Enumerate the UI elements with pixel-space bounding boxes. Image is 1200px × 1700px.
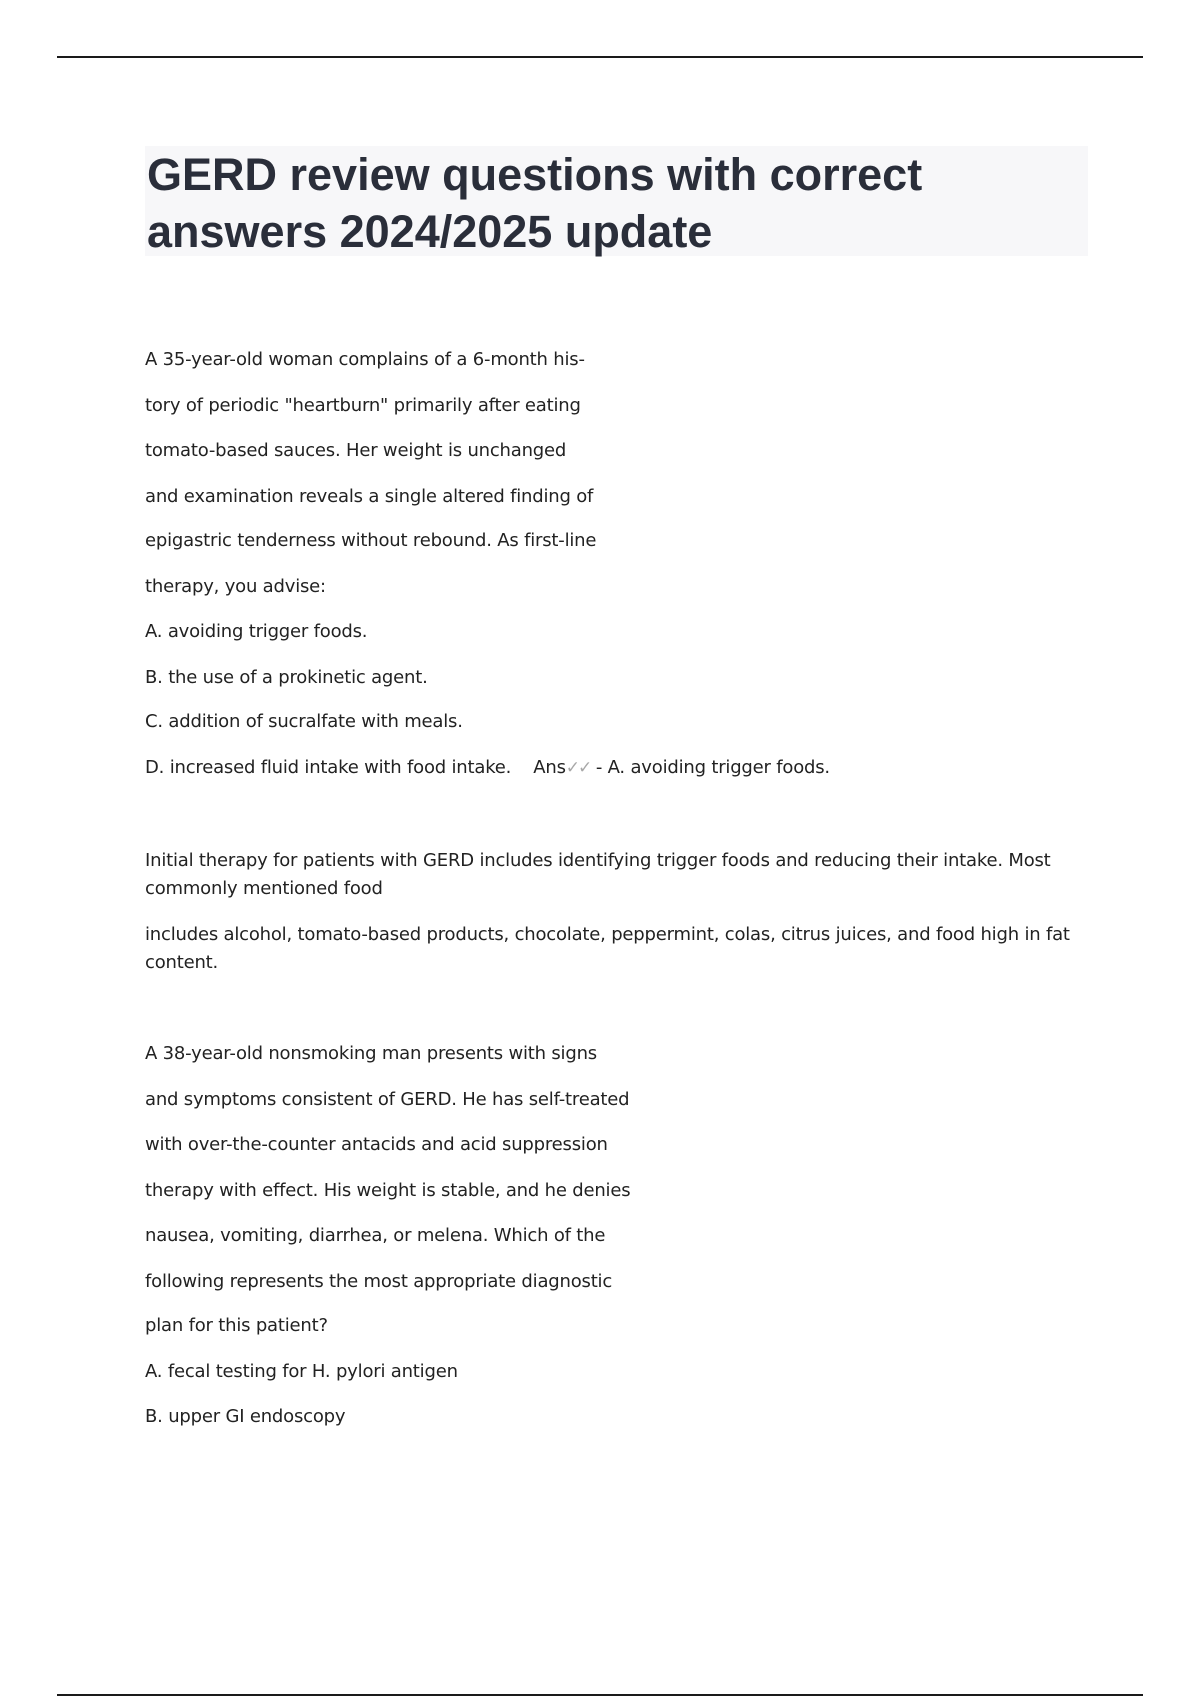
bottom-rule	[57, 1694, 1143, 1696]
q1-explanation-2: includes alcohol, tomato-based products, chocolate, peppermint, colas, citrus juices, and food high in fat content.	[145, 924, 1070, 973]
answer-prefix: Ans	[533, 757, 566, 778]
q1-option-a: A. avoiding trigger foods.	[145, 621, 368, 642]
q1-stem-line: therapy, you advise:	[145, 576, 326, 597]
q1-stem-line: and examination reveals a single altered finding of	[145, 486, 594, 507]
q1-option-b: B. the use of a prokinetic agent.	[145, 667, 428, 688]
title-banner	[145, 146, 1088, 256]
q2-stem-line: plan for this patient?	[145, 1315, 328, 1336]
q1-stem-line: A 35-year-old woman complains of a 6-month his-	[145, 349, 585, 370]
check-icon: ✓✓	[565, 758, 591, 778]
q1-answer-line	[145, 757, 830, 778]
q2-stem-line: nausea, vomiting, diarrhea, or melena. Which of the	[145, 1225, 606, 1246]
q1-stem-line: tomato-based sauces. Her weight is unchanged	[145, 440, 567, 461]
top-rule	[57, 56, 1143, 58]
q1-option-d: D. increased fluid intake with food intake.	[145, 757, 512, 778]
q2-stem-line: and symptoms consistent of GERD. He has self-treated	[145, 1089, 630, 1110]
q2-stem-line: following represents the most appropriate diagnostic	[145, 1271, 613, 1292]
q2-option-b: B. upper GI endoscopy	[145, 1406, 346, 1427]
answer-text: - A. avoiding trigger foods.	[595, 757, 830, 778]
q2-stem-line: A 38-year-old nonsmoking man presents with signs	[145, 1043, 597, 1064]
document-title: GERD review questions with correct answers 2024/2025 update	[147, 149, 923, 257]
q2-stem-line: therapy with effect. His weight is stable, and he denies	[145, 1180, 631, 1201]
q1-option-c: C. addition of sucralfate with meals.	[145, 711, 463, 732]
q2-stem-line: with over-the-counter antacids and acid suppression	[145, 1134, 608, 1155]
q1-stem-line: epigastric tenderness without rebound. As first-line	[145, 530, 597, 551]
q2-option-a: A. fecal testing for H. pylori antigen	[145, 1361, 458, 1382]
q1-stem-line: tory of periodic "heartburn" primarily after eating	[145, 395, 581, 416]
q1-explanation-1: Initial therapy for patients with GERD includes identifying trigger foods and reducing their intake. Most commonly mentioned food	[145, 850, 1051, 899]
